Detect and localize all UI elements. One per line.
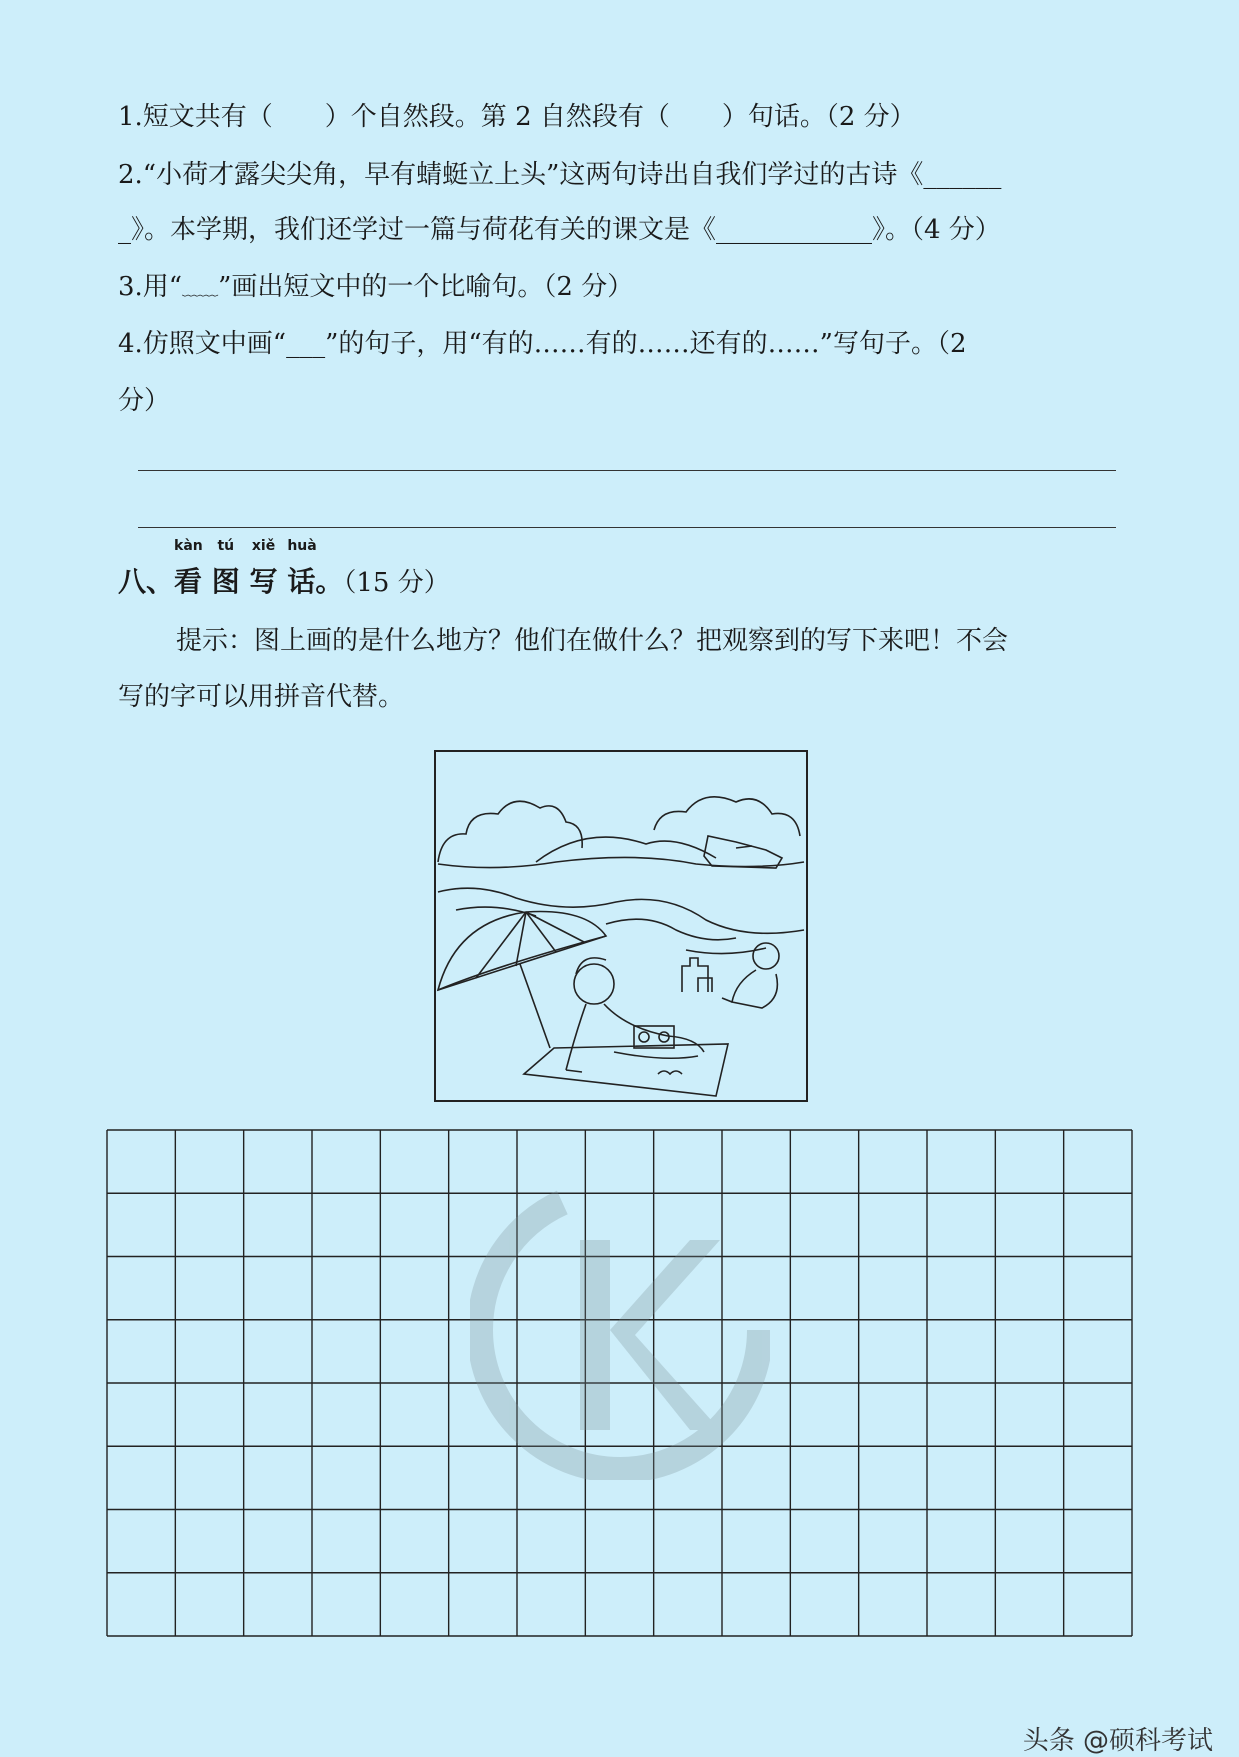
title-char-2 <box>211 538 240 600</box>
question-2-line-1: 2.“小荷才露尖尖角，早有蜻蜓立上头”这两句诗出自我们学过的古诗《______ <box>118 160 1002 190</box>
title-end: 。 <box>315 565 344 598</box>
pinyin-2: tú <box>217 538 235 554</box>
section-8-number: 八、 <box>118 565 175 598</box>
answer-line-2[interactable] <box>138 527 1116 528</box>
char-2: 图 <box>211 565 240 598</box>
question-3-wavy-mark: ﹏﹏ <box>182 279 219 300</box>
answer-line-1[interactable] <box>138 470 1116 471</box>
char-3: 写 <box>249 565 278 598</box>
question-3 <box>118 267 633 310</box>
footer-credit: 头条 @硕科考试 <box>1022 1726 1213 1756</box>
char-4: 话 <box>287 565 316 598</box>
question-4-line-1: 4.仿照文中画“___”的句子，用“有的……有的……还有的……”写句子。（2 <box>118 329 967 359</box>
beach-illustration <box>434 750 808 1102</box>
sookc-watermark <box>470 1180 770 1480</box>
hint-line-1: 提示：图上画的是什么地方？他们在做什么？把观察到的写下来吧！不会 <box>176 626 1009 656</box>
title-char-4 <box>287 538 317 600</box>
pinyin-1: kàn <box>174 538 203 554</box>
question-2-line-2: _》。本学期，我们还学过一篇与荷花有关的课文是《____________》。（4 分） <box>118 215 1001 245</box>
hint-line-2: 写的字可以用拼音代替。 <box>118 682 405 712</box>
pinyin-3: xiě <box>251 538 276 554</box>
beach-scene-drawing <box>436 752 806 1100</box>
char-1: 看 <box>174 565 203 598</box>
question-3-pre: 3.用“ <box>118 272 183 302</box>
title-char-3 <box>249 538 278 600</box>
question-3-post: ”画出短文中的一个比喻句。（2 分） <box>218 272 634 302</box>
question-4-line-2: 分） <box>118 386 171 416</box>
section-8-title <box>118 538 450 600</box>
pinyin-4: huà <box>287 538 317 554</box>
section-8-score: （15 分） <box>343 568 450 598</box>
title-char-1 <box>174 538 203 600</box>
question-1: 1.短文共有（ ）个自然段。第 2 自然段有（ ）句话。（2 分） <box>118 102 916 132</box>
